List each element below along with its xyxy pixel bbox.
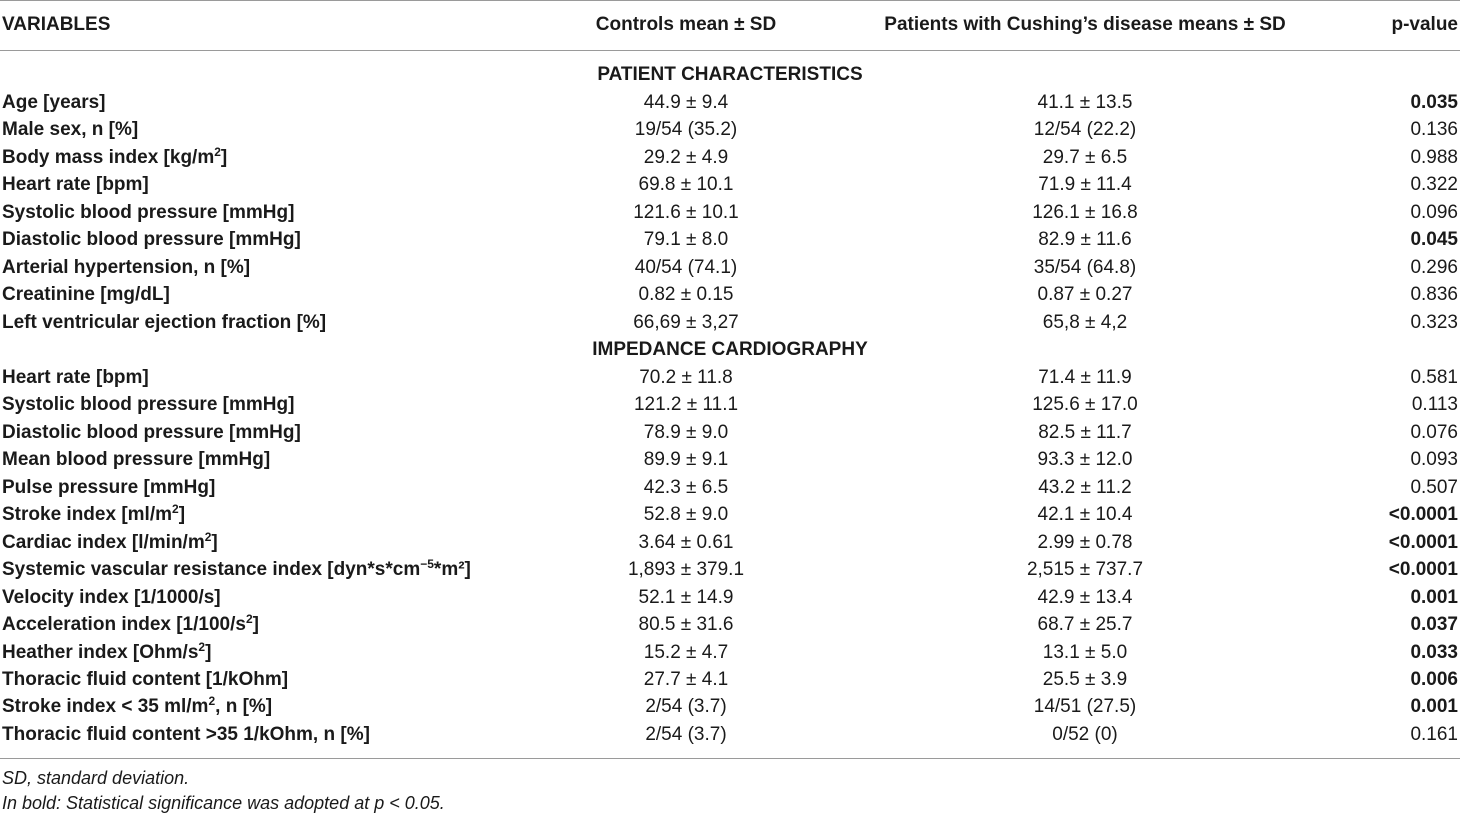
variable-label: Heather index [Ohm/s — [2, 641, 199, 663]
patients-value: 13.1 ± 5.0 — [1042, 641, 1128, 663]
row-variable — [2, 174, 149, 196]
p-value: 0.045 — [1410, 229, 1458, 251]
variable-label: Heart rate [bpm] — [2, 367, 149, 388]
p-value: 0.006 — [1410, 668, 1458, 690]
controls-value: 52.1 ± 14.9 — [638, 586, 734, 608]
row-variable — [2, 477, 215, 499]
p-value: 0.033 — [1410, 641, 1458, 663]
patients-value: 125.6 ± 17.0 — [1032, 394, 1138, 416]
patients-value: 0.87 ± 0.27 — [1037, 284, 1133, 306]
p-value: 0.113 — [1411, 394, 1458, 416]
row-variable — [2, 202, 294, 224]
p-value: 0.093 — [1410, 449, 1458, 471]
footnote-bold: In bold: Statistical significance was adopted at p < 0.05. — [2, 793, 445, 813]
row-variable — [2, 669, 288, 691]
p-value: 0.296 — [1410, 256, 1458, 278]
variable-label: Body mass index [kg/m — [2, 146, 215, 168]
controls-value: 70.2 ± 11.8 — [639, 367, 733, 388]
row-variable — [2, 92, 106, 114]
controls-value: 80.5 ± 31.6 — [638, 614, 734, 636]
row-variable — [2, 559, 471, 581]
patients-value: 82.9 ± 11.6 — [1038, 229, 1132, 251]
header-variables: VARIABLES — [2, 14, 111, 35]
variable-label: Acceleration index [1/100/s — [2, 614, 246, 636]
variable-suffix: *m²] — [433, 559, 471, 581]
header-controls: Controls mean ± SD — [595, 14, 777, 35]
row-variable — [2, 504, 185, 526]
p-value: 0.507 — [1410, 476, 1458, 498]
variable-superscript: 2 — [214, 144, 221, 159]
variable-label: Stroke index < 35 ml/m — [2, 696, 209, 718]
p-value: 0.001 — [1410, 696, 1458, 718]
row-variable — [2, 449, 270, 471]
row-variable — [2, 144, 228, 169]
patients-value: 14/51 (27.5) — [1033, 696, 1137, 718]
row-variable — [2, 367, 149, 389]
controls-value: 2/54 (3.7) — [645, 723, 727, 745]
variable-suffix: ] — [211, 531, 218, 553]
p-value: <0.0001 — [1388, 531, 1458, 553]
variable-suffix: , n [%] — [215, 696, 273, 718]
variable-label: Velocity index [1/1000/s] — [2, 586, 221, 608]
row-variable — [2, 724, 370, 746]
header-patients: Patients with Cushing’s disease means ± SD — [884, 14, 1286, 35]
patients-value: 35/54 (64.8) — [1033, 256, 1137, 278]
footnote-sd: SD, standard deviation. — [2, 768, 190, 788]
patients-value: 2,515 ± 737.7 — [1026, 559, 1144, 581]
patients-value: 68.7 ± 25.7 — [1037, 614, 1133, 636]
patients-value: 42.9 ± 13.4 — [1037, 586, 1133, 608]
variable-suffix: ] — [178, 504, 186, 526]
variable-label: Systolic blood pressure [mmHg] — [2, 201, 295, 223]
p-value: 0.988 — [1410, 146, 1458, 168]
variable-label: Diastolic blood pressure [mmHg] — [2, 421, 301, 443]
controls-value: 52.8 ± 9.0 — [643, 504, 729, 526]
variable-label: Stroke index [ml/m — [2, 504, 172, 526]
variable-superscript: −5 — [420, 557, 434, 572]
p-value: 0.096 — [1410, 201, 1458, 223]
row-variable — [2, 119, 138, 141]
row-variable — [2, 639, 212, 664]
patients-value: 2.99 ± 0.78 — [1037, 531, 1133, 553]
variable-suffix: ] — [205, 641, 212, 663]
row-variable — [2, 312, 326, 334]
variable-superscript: 2 — [208, 694, 216, 709]
p-value: 0.136 — [1410, 119, 1458, 141]
variable-label: Diastolic blood pressure [mmHg] — [2, 229, 301, 251]
patients-value: 71.4 ± 11.9 — [1038, 367, 1132, 388]
patients-value: 65,8 ± 4,2 — [1042, 311, 1128, 333]
variable-label: Pulse pressure [mmHg] — [2, 476, 216, 498]
variable-label: Thoracic fluid content >35 1/kOhm, n [%] — [2, 723, 370, 745]
variable-label: Male sex, n [%] — [2, 119, 139, 141]
controls-value: 40/54 (74.1) — [634, 256, 738, 278]
p-value: 0.076 — [1410, 421, 1458, 443]
row-variable — [2, 587, 221, 609]
top-rule — [0, 0, 1460, 1]
variable-label: Creatinine [mg/dL] — [2, 284, 170, 306]
row-variable — [2, 257, 250, 279]
row-variable — [2, 394, 294, 416]
row-variable — [2, 284, 170, 306]
controls-value: 3.64 ± 0.61 — [638, 531, 734, 553]
variable-label: Heart rate [bpm] — [2, 174, 149, 196]
p-value: 0.581 — [1410, 367, 1458, 388]
variable-label: Age [years] — [2, 92, 106, 113]
p-value: 0.836 — [1410, 284, 1458, 306]
p-value: 0.161 — [1410, 723, 1458, 745]
row-variable — [2, 529, 218, 554]
variable-label: Cardiac index [l/min/m — [2, 531, 205, 553]
header-rule — [0, 50, 1460, 51]
patients-value: 93.3 ± 12.0 — [1037, 449, 1133, 471]
controls-value: 2/54 (3.7) — [645, 696, 727, 718]
p-value: 0.322 — [1410, 174, 1458, 196]
p-value: 0.001 — [1410, 586, 1458, 608]
patients-value: 0/52 (0) — [1052, 723, 1118, 745]
patients-value: 126.1 ± 16.8 — [1032, 201, 1138, 223]
patients-value: 43.2 ± 11.2 — [1038, 476, 1132, 498]
controls-value: 66,69 ± 3,27 — [633, 311, 739, 333]
variable-label: Thoracic fluid content [1/kOhm] — [2, 668, 289, 690]
patients-value: 41.1 ± 13.5 — [1037, 92, 1133, 113]
variable-superscript: 2 — [198, 639, 206, 654]
controls-value: 19/54 (35.2) — [634, 119, 738, 141]
controls-value: 78.9 ± 9.0 — [643, 421, 729, 443]
controls-value: 29.2 ± 4.9 — [643, 146, 729, 168]
controls-value: 69.8 ± 10.1 — [638, 174, 734, 196]
controls-value: 89.9 ± 9.1 — [643, 449, 729, 471]
controls-value: 121.6 ± 10.1 — [633, 201, 739, 223]
controls-value: 121.2 ± 11.1 — [633, 394, 739, 416]
p-value: <0.0001 — [1388, 559, 1458, 581]
variable-label: Systolic blood pressure [mmHg] — [2, 394, 295, 416]
controls-value: 79.1 ± 8.0 — [643, 229, 729, 251]
variable-superscript: 2 — [172, 502, 179, 517]
variable-superscript: 2 — [245, 612, 253, 627]
variable-label: Left ventricular ejection fraction [%] — [2, 311, 327, 333]
controls-value: 42.3 ± 6.5 — [643, 476, 729, 498]
row-variable — [2, 696, 272, 718]
patients-value: 82.5 ± 11.7 — [1038, 421, 1132, 443]
p-value: 0.323 — [1410, 311, 1458, 333]
section-title: IMPEDANCE CARDIOGRAPHY — [592, 339, 868, 360]
bottom-rule — [0, 758, 1460, 759]
patients-value: 25.5 ± 3.9 — [1042, 668, 1128, 690]
patients-value: 29.7 ± 6.5 — [1042, 146, 1128, 168]
patients-value: 71.9 ± 11.4 — [1038, 174, 1132, 196]
variable-label: Arterial hypertension, n [%] — [2, 256, 251, 278]
controls-value: 27.7 ± 4.1 — [643, 668, 729, 690]
controls-value: 0.82 ± 0.15 — [638, 284, 734, 306]
variable-label: Mean blood pressure [mmHg] — [2, 449, 271, 471]
section-title: PATIENT CHARACTERISTICS — [597, 64, 863, 85]
controls-value: 1,893 ± 379.1 — [627, 559, 745, 581]
variable-superscript: 2 — [204, 529, 212, 544]
header-pvalue: p-value — [1391, 14, 1458, 35]
variable-label: Systemic vascular resistance index [dyn*s*cm — [2, 559, 421, 581]
patients-value: 42.1 ± 10.4 — [1037, 504, 1133, 526]
p-value: 0.035 — [1410, 92, 1458, 113]
row-variable — [2, 422, 301, 444]
p-value: <0.0001 — [1388, 504, 1458, 526]
row-variable — [2, 229, 301, 251]
controls-value: 15.2 ± 4.7 — [643, 641, 729, 663]
variable-suffix: ] — [252, 614, 259, 636]
p-value: 0.037 — [1410, 614, 1458, 636]
variable-suffix: ] — [220, 146, 228, 168]
patients-value: 12/54 (22.2) — [1033, 119, 1137, 141]
row-variable — [2, 614, 259, 636]
controls-value: 44.9 ± 9.4 — [643, 92, 729, 113]
